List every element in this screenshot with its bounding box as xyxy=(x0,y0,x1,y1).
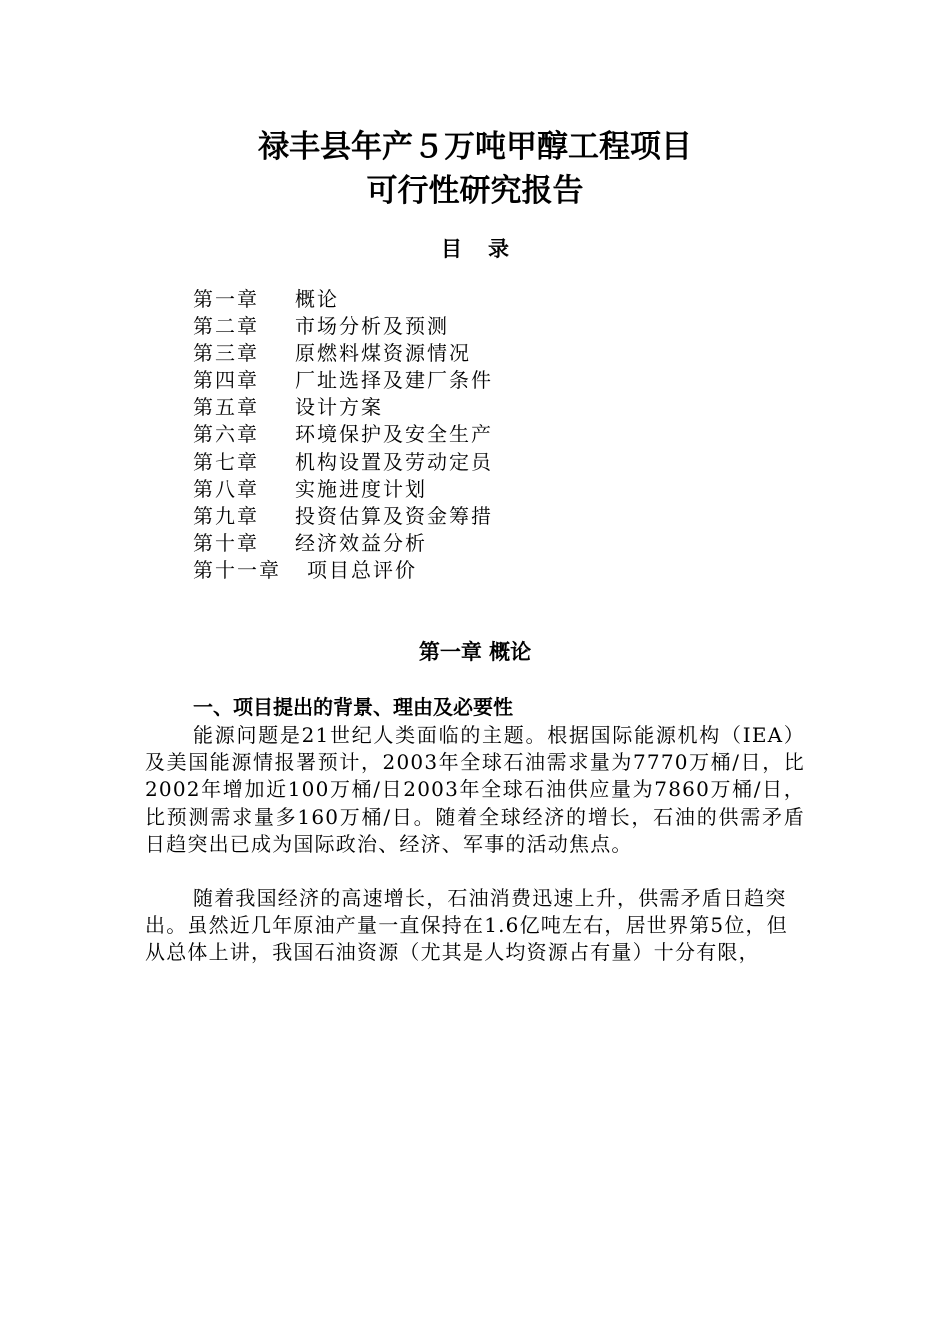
toc-chapter-title: 厂址选择及建厂条件 xyxy=(295,368,493,393)
toc-chapter-number: 第五章 xyxy=(193,395,259,420)
toc-chapter-number: 第一章 xyxy=(193,287,259,311)
toc-item xyxy=(193,394,493,421)
toc-chapter-title: 环境保护及安全生产 xyxy=(295,422,493,447)
toc-item xyxy=(193,367,493,394)
paragraph-line: 从总体上讲，我国石油资源（尤其是人均资源占有量）十分有限， xyxy=(145,940,760,965)
document-title-line2: 可行性研究报告 xyxy=(366,173,584,209)
toc-item xyxy=(193,476,493,503)
toc-item xyxy=(193,530,493,557)
table-of-contents xyxy=(193,286,493,584)
body-paragraph: 能源问题是21世纪人类面临的主题。根据国际能源机构（IEA）及美国能源情报署预计，2003年全球石油需求量为7770万桶/日，比2002年增加近100万桶/日2003年全球石油供应量为7860万桶/日，比预测需求量多160万桶/日。随着全球经济的增长，石油的供需矛盾日趋突出已成为国际政治、经济、军事的活动焦点。 xyxy=(145,723,805,856)
toc-heading: 目录 xyxy=(441,236,535,261)
toc-chapter-number: 第八章 xyxy=(193,476,259,501)
toc-item xyxy=(193,503,493,530)
toc-item xyxy=(193,449,493,476)
toc-chapter-number: 第六章 xyxy=(193,422,259,447)
toc-item xyxy=(193,286,493,313)
toc-chapter-title: 实施进度计划 xyxy=(295,476,427,501)
toc-chapter-number: 第九章 xyxy=(193,503,259,528)
toc-chapter-title: 投资估算及资金筹措 xyxy=(295,503,493,528)
toc-chapter-number: 第二章 xyxy=(193,314,259,339)
toc-chapter-title: 经济效益分析 xyxy=(295,530,427,555)
toc-item xyxy=(193,340,493,367)
toc-chapter-number: 第三章 xyxy=(193,341,259,366)
document-title-line1: 禄丰县年产５万吨甲醇工程项目 xyxy=(258,129,692,165)
toc-chapter-number: 第四章 xyxy=(193,368,259,393)
toc-item xyxy=(193,313,493,340)
toc-item xyxy=(193,421,493,448)
chapter-heading: 第一章 概论 xyxy=(418,640,532,664)
toc-chapter-number: 第十章 xyxy=(193,530,259,555)
paragraph-line: 出。虽然近几年原油产量一直保持在1.6亿吨左右，居世界第5位，但 xyxy=(145,913,788,938)
toc-item xyxy=(193,557,493,584)
toc-chapter-title: 项目总评价 xyxy=(307,557,417,582)
toc-chapter-title: 市场分析及预测 xyxy=(295,314,449,339)
toc-chapter-title: 原燃料煤资源情况 xyxy=(295,341,471,366)
toc-chapter-number: 第七章 xyxy=(193,449,259,474)
toc-chapter-title: 机构设置及劳动定员 xyxy=(295,449,493,474)
toc-chapter-number: 第十一章 xyxy=(193,557,281,582)
body-paragraph xyxy=(145,885,805,967)
toc-chapter-title: 概论 xyxy=(295,287,339,311)
toc-chapter-title: 设计方案 xyxy=(295,395,383,420)
paragraph-line: 随着我国经济的高速增长，石油消费迅速上升，供需矛盾日趋突 xyxy=(193,886,787,910)
section-heading: 一、项目提出的背景、理由及必要性 xyxy=(193,695,513,719)
